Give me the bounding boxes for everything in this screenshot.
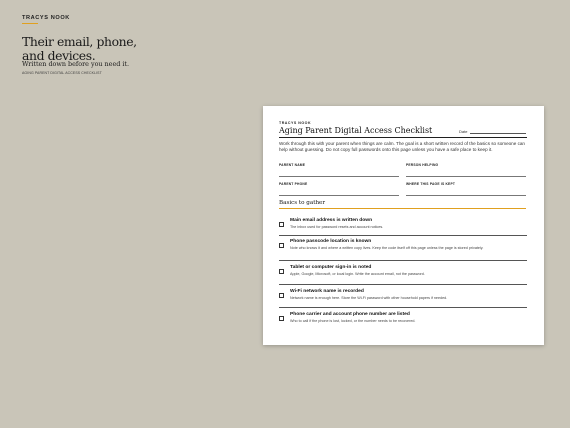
section-accent-bar xyxy=(279,208,526,209)
hero-title-line: and devices. xyxy=(22,47,96,63)
field-line xyxy=(279,176,399,177)
item-description: Note who knows it and where a written copy lives. Keep the code itself off this page unless the page is stored privately. xyxy=(290,245,484,250)
item-title: Main email address is written down xyxy=(290,218,373,223)
checkbox[interactable] xyxy=(279,243,284,248)
item-divider xyxy=(279,284,527,285)
date-label: Date xyxy=(459,129,468,134)
checkbox[interactable] xyxy=(279,222,284,227)
brand-accent-bar xyxy=(22,23,38,24)
item-description: The inbox used for password resets and account notices. xyxy=(290,224,384,229)
hero-title-line: Their email, phone, xyxy=(22,34,137,49)
checklist-sheet xyxy=(263,106,544,345)
field-line xyxy=(406,195,526,196)
field-line xyxy=(279,195,399,196)
checkbox[interactable] xyxy=(279,269,284,274)
item-divider xyxy=(279,260,527,261)
sheet-intro: Work through this with your parent when things are calm. The goal is a short written record of the basics so someone can help without guessing. Do not copy full passwords onto this page unless you have a safe place to keep it. xyxy=(279,141,525,152)
field-line xyxy=(406,176,526,177)
item-title: Wi-Fi network name is recorded xyxy=(290,289,364,294)
item-title: Tablet or computer sign-in is noted xyxy=(290,265,372,270)
item-title: Phone passcode location is known xyxy=(290,239,372,244)
field-parent-name[interactable] xyxy=(279,163,399,176)
brand-logo: TRACYS NOOK xyxy=(22,15,70,21)
field-label: WHERE THIS PAGE IS KEPT xyxy=(406,182,456,186)
item-description: Apple, Google, Microsoft, or local login. Write the account email, not the password. xyxy=(290,271,425,276)
hero-subtitle: Written down before you need it. xyxy=(22,60,130,68)
field-person-helping[interactable] xyxy=(406,163,526,176)
item-title: Phone carrier and account phone number are listed xyxy=(290,312,410,317)
checkbox[interactable] xyxy=(279,316,284,321)
field-where-kept[interactable] xyxy=(406,182,526,195)
item-divider xyxy=(279,235,527,236)
field-label: PARENT PHONE xyxy=(279,182,308,186)
field-label: PARENT NAME xyxy=(279,163,306,167)
field-label: PERSON HELPING xyxy=(406,163,439,167)
hero-caption: AGING PARENT DIGITAL ACCESS CHECKLIST xyxy=(22,71,102,75)
sheet-brand: TRACYS NOOK xyxy=(279,121,312,125)
item-description: Network name is enough here. Store the Wi-Fi password with other household papers if needed. xyxy=(290,295,448,300)
hero-title xyxy=(22,35,137,62)
field-parent-phone[interactable] xyxy=(279,182,399,195)
sheet-title: Aging Parent Digital Access Checklist xyxy=(279,126,433,135)
section-title: Basics to gather xyxy=(279,200,326,206)
date-field-line[interactable] xyxy=(470,133,526,134)
checkbox[interactable] xyxy=(279,293,284,298)
title-rule xyxy=(279,137,527,138)
item-divider xyxy=(279,307,527,308)
item-description: Who to call if the phone is lost, locked, or the number needs to be recovered. xyxy=(290,318,416,323)
